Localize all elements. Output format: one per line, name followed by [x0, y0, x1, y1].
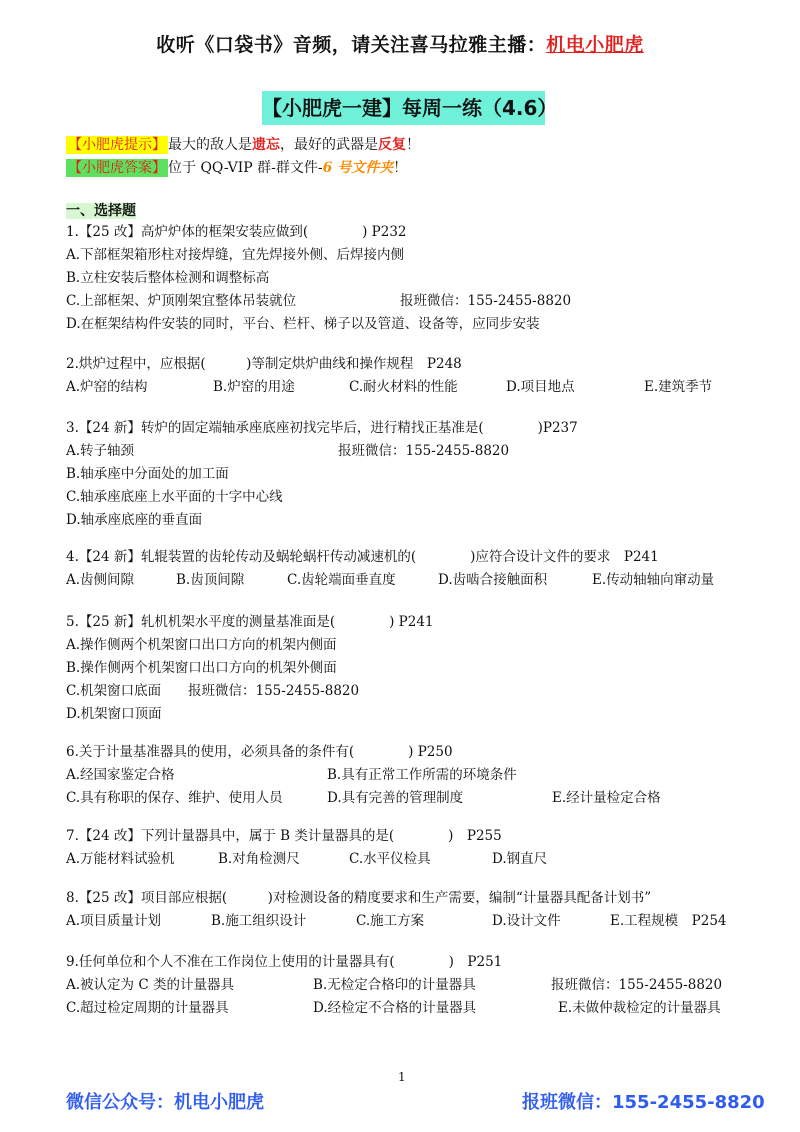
question-6-option-b: B.具有正常工作所需的环境条件: [327, 767, 517, 783]
question-5-stem: 5.【25 新】轧机机架水平度的测量基准面是( ) P241: [66, 614, 434, 630]
tip-tag: 【小肥虎提示】: [68, 137, 166, 153]
question-2-option-b: B.炉窑的用途: [213, 379, 295, 395]
footer-contact: 报班微信：155-2455-8820: [522, 1092, 765, 1113]
question-7-option-d: D.钢直尺: [492, 851, 548, 867]
tip-repeat: 反复: [378, 137, 406, 153]
tip-end: ！: [406, 137, 420, 153]
answer-text: 位于 QQ-VIP 群-群文件-: [168, 160, 323, 176]
answer-end: ！: [393, 160, 408, 176]
question-5-option-b: B.操作侧两个机架窗口出口方向的机架外侧面: [66, 660, 337, 676]
question-7-stem: 7.【24 改】下列计量器具中，属于 B 类计量器具的是( ) P255: [66, 828, 502, 844]
question-3-option-c: C.轴承座底座上水平面的十字中心线: [66, 489, 283, 505]
question-3-stem: 3.【24 新】转炉的固定端轴承座底座初找完毕后，进行精找正基准是( )P237: [66, 420, 578, 436]
question-8-option-e: E.工程规模 P254: [610, 913, 727, 929]
question-6-option-a: A.经国家鉴定合格: [66, 767, 175, 783]
question-3-option-d: D.轴承座底座的垂直面: [66, 512, 203, 528]
question-8-stem: 8.【25 改】项目部应根据( )对检测设备的精度要求和生产需要，编制“计量器具配备计划书”: [66, 890, 652, 906]
question-4-stem: 4.【24 新】轧辊装置的齿轮传动及蜗轮蜗杆传动减速机的( )应符合设计文件的要求 P241: [66, 549, 659, 565]
footer-wechat-account: 微信公众号：机电小肥虎: [66, 1092, 264, 1113]
question-4-option-a: A.齿侧间隙: [66, 572, 135, 588]
question-4-option-d: D.齿啮合接触面积: [438, 572, 548, 588]
tip-line: [66, 134, 420, 154]
question-9-option-a: A.被认定为 C 类的计量器具: [66, 977, 234, 993]
question-9-option-d: D.经检定不合格的计量器具: [313, 1000, 477, 1016]
question-1-option-b: B.立柱安装后整体检测和调整标高: [66, 270, 270, 286]
question-4-option-b: B.齿顶间隙: [176, 572, 245, 588]
question-1-stem: 1.【25 改】高炉炉体的框架安装应做到( ) P232: [66, 224, 407, 240]
wechat-note: 报班微信：155-2455-8820: [551, 977, 723, 993]
question-6-option-e: E.经计量检定合格: [552, 790, 661, 806]
answer-folder: 6 号文件夹: [322, 160, 394, 176]
question-2-option-e: E.建筑季节: [644, 379, 713, 395]
question-5-option-c: C.机架窗口底面: [66, 683, 162, 699]
question-2-option-c: C.耐火材料的性能: [349, 379, 458, 395]
answer-tag: 【小肥虎答案】: [68, 160, 166, 176]
question-6-option-d: D.具有完善的管理制度: [327, 790, 464, 806]
page-title: 【小肥虎一建】每周一练（4.6）: [262, 91, 545, 125]
header-text: 收听《口袋书》音频，请关注喜马拉雅主播：: [156, 34, 547, 56]
wechat-note: 报班微信：155-2455-8820: [338, 443, 510, 459]
question-2-stem: 2.烘炉过程中，应根据( )等制定烘炉曲线和操作规程 P248: [66, 356, 462, 372]
host-name-link[interactable]: 机电小肥虎: [546, 34, 644, 56]
question-8-option-c: C.施工方案: [356, 913, 425, 929]
question-5-option-d: D.机架窗口顶面: [66, 706, 162, 722]
question-9-stem: 9.任何单位和个人不准在工作岗位上使用的计量器具有( ) P251: [66, 954, 503, 970]
question-9-option-c: C.超过检定周期的计量器具: [66, 1000, 229, 1016]
question-7-option-b: B.对角检测尺: [218, 851, 300, 867]
question-2-option-a: A.炉窑的结构: [66, 379, 148, 395]
tip-forget: 遗忘: [252, 137, 280, 153]
section-heading: [66, 200, 136, 220]
question-3-option-b: B.轴承座中分面处的加工面: [66, 466, 229, 482]
section-label: 一、选择题: [66, 203, 136, 219]
question-6-stem: 6.关于计量基准器具的使用，必须具备的条件有( ) P250: [66, 744, 453, 760]
question-2-option-d: D.项目地点: [506, 379, 575, 395]
question-6-option-c: C.具有称职的保存、维护、使用人员: [66, 790, 283, 806]
page-header: [0, 30, 800, 57]
question-4-option-c: C.齿轮端面垂直度: [287, 572, 396, 588]
question-9-option-e: E.未做仲裁检定的计量器具: [558, 1000, 721, 1016]
question-1-option-d: D.在框架结构件安装的同时，平台、栏杆、梯子以及管道、设备等，应同步安装: [66, 316, 540, 332]
question-1-option-a: A.下部框架箱形柱对接焊缝，宜先焊接外侧、后焊接内侧: [66, 247, 405, 263]
question-3-option-a: A.转子轴颈: [66, 443, 135, 459]
question-8-option-b: B.施工组织设计: [211, 913, 307, 929]
tip-text-2: ，最好的武器是: [280, 137, 378, 153]
wechat-note: 报班微信：155-2455-8820: [400, 293, 572, 309]
question-9-option-b: B.无检定合格印的计量器具: [313, 977, 476, 993]
question-8-option-a: A.项目质量计划: [66, 913, 162, 929]
page-number: 1: [398, 1070, 406, 1084]
wechat-note: 报班微信：155-2455-8820: [188, 683, 360, 699]
question-4-option-e: E.传动轴轴向窜动量: [592, 572, 715, 588]
question-7-option-a: A.万能材料试验机: [66, 851, 175, 867]
question-7-option-c: C.水平仪检具: [349, 851, 431, 867]
question-8-option-d: D.设计文件: [492, 913, 561, 929]
answer-line: [66, 157, 407, 177]
question-1-option-c: C.上部框架、炉顶刚架宜整体吊装就位: [66, 293, 297, 309]
question-5-option-a: A.操作侧两个机架窗口出口方向的机架内侧面: [66, 637, 337, 653]
tip-text: 最大的敌人是: [168, 137, 252, 153]
